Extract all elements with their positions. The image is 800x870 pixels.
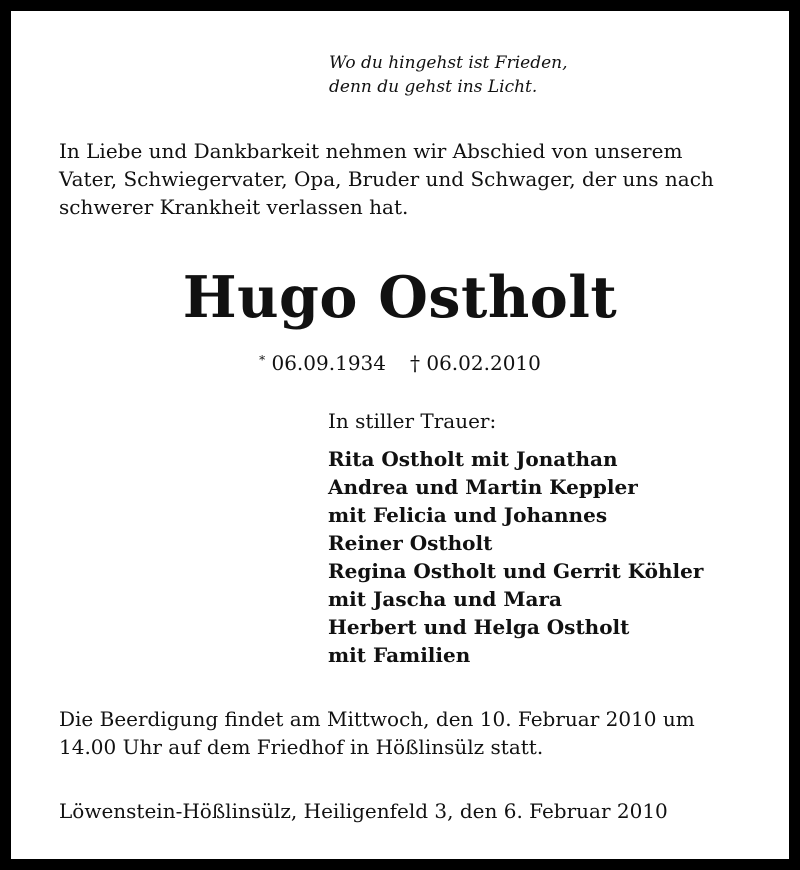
life-dates <box>11 346 789 377</box>
mourner-line: Regina Ostholt und Gerrit Köhler <box>328 559 704 583</box>
mourner-line: Reiner Ostholt <box>328 531 493 555</box>
mourner-line: mit Felicia und Johannes <box>328 503 608 527</box>
intro-text <box>59 137 759 221</box>
mourning-heading: In stiller Trauer: <box>328 409 497 433</box>
funeral-line: 14.00 Uhr auf dem Friedhof in Hößlinsülz statt. <box>59 735 544 759</box>
place-and-date: Löwenstein-Hößlinsülz, Heiligenfeld 3, den 6. Februar 2010 <box>59 799 668 823</box>
funeral-line: Die Beerdigung findet am Mittwoch, den 10. Februar 2010 um <box>59 707 695 731</box>
mourner-line: Herbert und Helga Ostholt <box>328 615 630 639</box>
intro-line: In Liebe und Dankbarkeit nehmen wir Abschied von unserem <box>59 139 683 163</box>
death-date: 06.02.2010 <box>426 351 541 375</box>
funeral-info <box>59 705 759 761</box>
death-date-group <box>410 351 541 375</box>
birth-symbol: * <box>259 353 266 367</box>
intro-line: Vater, Schwiegervater, Opa, Bruder und Schwager, der uns nach <box>59 167 714 191</box>
intro-line: schwerer Krankheit verlassen hat. <box>59 195 409 219</box>
motto-line: Wo du hingehst ist Frieden, <box>329 53 568 73</box>
mourner-line: Andrea und Martin Keppler <box>328 475 638 499</box>
birth-date: 06.09.1934 <box>271 351 386 375</box>
cross-icon: † <box>410 351 420 375</box>
mourner-line: Rita Ostholt mit Jonathan <box>328 447 618 471</box>
motto <box>329 51 568 99</box>
birth-date-group <box>259 351 386 375</box>
mourners-list <box>328 445 703 669</box>
mourner-line: mit Jascha und Mara <box>328 587 562 611</box>
mourner-line: mit Familien <box>328 643 471 667</box>
motto-line: denn du gehst ins Licht. <box>329 77 538 97</box>
deceased-name: Hugo Ostholt <box>182 264 618 331</box>
